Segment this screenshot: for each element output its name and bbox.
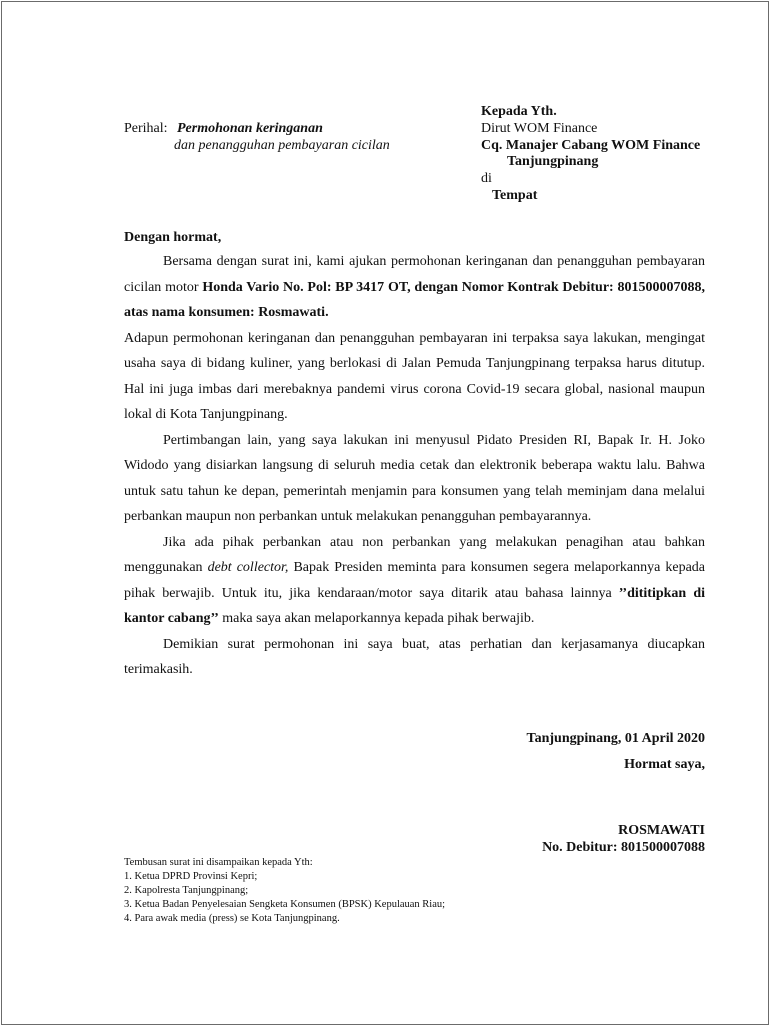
letter-date: Tanjungpinang, 01 April 2020 [526,731,705,746]
salutation: Dengan hormat, [124,230,222,245]
paragraph-5: Demikian surat permohonan ini saya buat, atas perhatian dan kerjasamanya diucapkan terimakasih. [124,636,705,677]
paragraph-4-text-b: Bapak Presiden meminta para konsumen segera melaporkannya kepada pihak berwajib. Untuk itu, jika kendaraan/motor saya ditarik atau bahasa lainnya [124,560,706,601]
paragraph-4-quote: ’’dititipkan di kantor cabang’’ [124,585,705,626]
carbon-copy-list [124,856,445,926]
recipient-place: Tempat [492,188,538,203]
signer-debtor-number: No. Debitur: 801500007088 [542,840,705,855]
cc-item: 1. Ketua DPRD Provinsi Kepri; [124,871,258,882]
perihal-line-1: Permohonan keringanan [177,121,323,136]
recipient-greeting: Kepada Yth. [481,104,557,119]
cc-item: 2. Kapolresta Tanjungpinang; [124,885,249,896]
recipient-city: Tanjungpinang [507,154,599,169]
paragraph-4-debt-collector: debt collector, [207,560,289,575]
recipient-manager: Cq. Manajer Cabang WOM Finance [481,138,701,153]
perihal-line-2: dan penangguhan pembayaran cicilan [174,138,390,153]
cc-item: 3. Ketua Badan Penyelesaian Sengketa Konsumen (BPSK) Kepulauan Riau; [124,899,446,910]
paragraph-2: Adapun permohonan keringanan dan penangguhan pembayaran ini terpaksa saya lakukan, mengingat usaha saya di bidang kuliner, yang berlokasi di Jalan Pemuda Tanjungpinang terpaksa harus ditutup. Hal ini juga imbas dari merebaknya pandemi virus corona Covid-19 secara global, nasional maupun lokal di Kota Tanjungpinang. [124,330,705,422]
closing-regards: Hormat saya, [624,757,705,772]
paragraph-3: Pertimbangan lain, yang saya lakukan ini menyusul Pidato Presiden RI, Bapak Ir. H. Joko Widodo yang disiarkan langsung di seluruh media cetak dan elektronik beberapa waktu lalu. Bahwa untuk satu tahun ke depan, pemerintah menjamin para konsumen yang telah meminjam dana melalui perbankan maupun non perbankan untuk melakukan penangguhan pembayarannya. [124,432,705,524]
cc-intro: Tembusan surat ini disampaikan kepada Yth: [124,857,313,868]
paragraph-1-text: Bersama dengan surat ini, kami ajukan permohonan keringanan dan penangguhan pembayaran cicilan motor [124,254,705,295]
perihal-label: Perihal: [124,121,168,136]
paragraph-4 [124,530,705,632]
recipient-di: di [481,171,492,186]
paragraph-1-vehicle-details: Honda Vario No. Pol: BP 3417 OT, dengan Nomor Kontrak Debitur: 801500007088, atas nama konsumen: Rosmawati. [124,279,705,320]
cc-item: 4. Para awak media (press) se Kota Tanjungpinang. [124,913,340,924]
paragraph-4-text-c: maka saya akan melaporkannya kepada pihak berwajib. [218,611,535,626]
paragraph-4-text-a: Jika ada pihak perbankan atau non perbankan yang melakukan penagihan atau bahkan menggunakan [124,534,705,575]
recipient-director: Dirut WOM Finance [481,121,598,136]
paragraph-1 [124,249,705,326]
letter-body [124,249,705,683]
signer-name: ROSMAWATI [618,823,705,838]
